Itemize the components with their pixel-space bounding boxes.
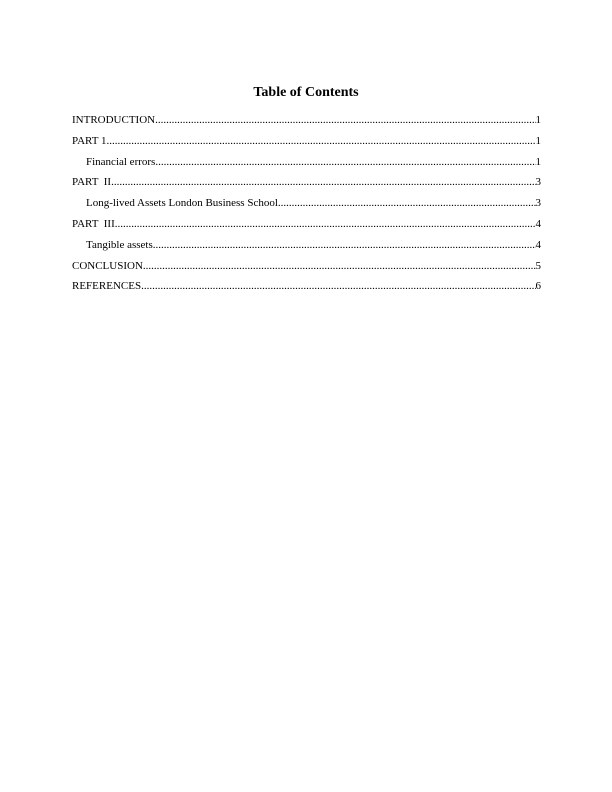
toc-page-number: 1	[535, 155, 541, 168]
toc-entry-text: Tangible assets	[86, 238, 153, 251]
toc-page-number: 1	[535, 114, 541, 126]
toc-dot-leader	[155, 114, 535, 127]
toc-entry-references[interactable]	[72, 280, 541, 301]
toc-entry-part-3[interactable]	[72, 218, 541, 239]
toc-dot-leader	[111, 176, 535, 189]
toc-page-number: 3	[535, 197, 541, 210]
toc-page-number: 4	[535, 217, 541, 230]
toc-entry-text: PART 1	[72, 134, 107, 147]
toc-entry-text: PART II	[72, 176, 112, 189]
toc-entry-financial-errors[interactable]	[72, 156, 541, 177]
toc-dot-leader	[115, 218, 536, 231]
toc-entry-text: Long-lived Assets London Business School	[86, 197, 278, 210]
toc-page-number: 6	[535, 280, 541, 293]
toc-dot-leader	[278, 197, 536, 210]
toc-page-number: 1	[535, 134, 541, 147]
toc-page-number: 3	[535, 176, 541, 189]
toc-entry-text: REFERENCES	[72, 280, 142, 293]
toc-dot-leader	[155, 156, 535, 169]
toc-dot-leader	[107, 135, 536, 148]
toc-entry-introduction[interactable]	[72, 114, 541, 135]
toc-entry-text: CONCLUSION	[72, 259, 143, 272]
toc-page-number: 4	[535, 238, 541, 251]
toc-dot-leader	[143, 260, 536, 273]
toc-entry-part-1[interactable]	[72, 135, 541, 156]
toc-dot-leader	[141, 280, 535, 293]
toc-dot-leader	[153, 239, 536, 252]
toc-entry-text: PART III	[72, 217, 115, 230]
toc-entry-text: Financial errors	[86, 155, 156, 168]
toc-list	[72, 114, 541, 301]
toc-entry-tangible-assets[interactable]	[72, 239, 541, 260]
toc-page-number: 5	[535, 259, 541, 272]
toc-title: Table of Contents	[253, 85, 359, 100]
toc-entry-text: INTRODUCTION	[72, 114, 156, 126]
toc-entry-long-lived-assets[interactable]	[72, 197, 541, 218]
toc-entry-conclusion[interactable]	[72, 260, 541, 281]
toc-entry-part-2[interactable]	[72, 176, 541, 197]
